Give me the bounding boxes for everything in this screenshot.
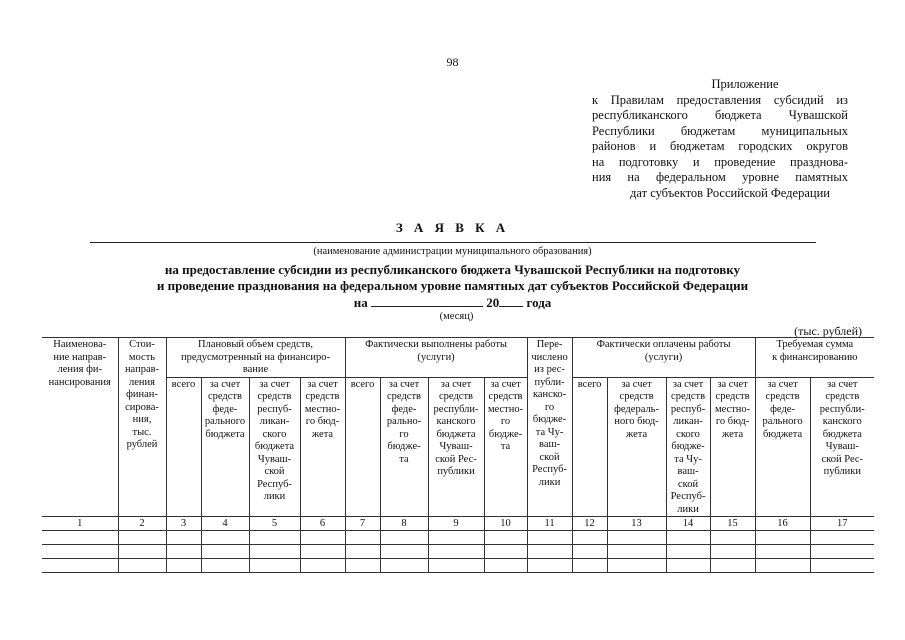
- header-republican: за счет средств республи- канского бюджета Чуваш- ской Рес- публики: [810, 377, 874, 517]
- table-cell: [42, 559, 118, 573]
- table-row: [42, 559, 874, 573]
- table-cell: [201, 531, 249, 545]
- table-cell: [118, 545, 166, 559]
- appendix-line: на подготовку и проведение празднова-: [592, 154, 848, 169]
- header-work-paid: Фактически оплачены работы (услуги): [572, 338, 755, 378]
- column-number: 4: [201, 517, 249, 531]
- table-cell: [527, 531, 572, 545]
- table-cell: [755, 545, 810, 559]
- request-table: [42, 337, 874, 573]
- period-suffix: года: [526, 295, 552, 310]
- appendix-line: районов и бюджетам городских округов: [592, 139, 848, 153]
- document-heading: З А Я В К А: [395, 220, 510, 235]
- header-republican: за счет средств республи- канского бюджета Чуваш- ской Рес- публики: [428, 377, 484, 517]
- header-direction-cost: Стои- мость направ- ления финан- сирова- ния, тыс. рублей: [118, 338, 166, 517]
- column-number: 13: [607, 517, 666, 531]
- table-cell: [428, 531, 484, 545]
- table-cell: [380, 559, 428, 573]
- subtitle-line: на предоставление субсидии из республиканского бюджета Чувашской Республики на подготовку: [164, 262, 741, 277]
- column-number: 5: [249, 517, 300, 531]
- table-cell: [572, 545, 607, 559]
- table-cell: [755, 531, 810, 545]
- table-cell: [166, 531, 201, 545]
- request-subtitle: [0, 262, 905, 294]
- table-cell: [118, 531, 166, 545]
- column-number: 7: [345, 517, 380, 531]
- column-number: 3: [166, 517, 201, 531]
- column-number: 16: [755, 517, 810, 531]
- table-cell: [345, 545, 380, 559]
- header-federal: за счет средств федераль- ного бюд- жета: [607, 377, 666, 517]
- table-cell: [484, 531, 527, 545]
- table-cell: [666, 531, 710, 545]
- column-number: 10: [484, 517, 527, 531]
- table-cell: [201, 545, 249, 559]
- table-cell: [345, 531, 380, 545]
- header-total: всего: [345, 377, 380, 517]
- column-number: 6: [300, 517, 345, 531]
- header-planned-volume: Плановый объем средств, предусмотренный на финансиро- вание: [166, 338, 345, 378]
- table-row: [42, 545, 874, 559]
- table-row: [42, 531, 874, 545]
- table-cell: [572, 531, 607, 545]
- table-cell: [710, 559, 755, 573]
- header-federal: за счет средств феде- рального бюджета: [201, 377, 249, 517]
- header-total: всего: [572, 377, 607, 517]
- table-cell: [42, 545, 118, 559]
- appendix-block: [592, 77, 848, 201]
- header-local: за счет средств местно- го бюдже- та: [484, 377, 527, 517]
- page-number: 98: [446, 55, 459, 69]
- column-number: 17: [810, 517, 874, 531]
- table-cell: [810, 559, 874, 573]
- header-local: за счет средств местно- го бюд- жета: [300, 377, 345, 517]
- subtitle-line: и проведение празднования на федеральном уровне памятных дат субъектов Российской Федерации: [156, 278, 749, 293]
- table-cell: [249, 531, 300, 545]
- header-work-performed: Фактически выполнены работы (услуги): [345, 338, 527, 378]
- column-number: 1: [42, 517, 118, 531]
- table-cell: [380, 545, 428, 559]
- table-cell: [201, 559, 249, 573]
- table-cell: [607, 545, 666, 559]
- month-caption: (месяц): [439, 311, 474, 322]
- header-federal: за счет средств феде- рального бюджета: [755, 377, 810, 517]
- header-required-sum: Требуемая сумма к финансированию: [755, 338, 874, 378]
- table-cell: [428, 545, 484, 559]
- appendix-line: Республики бюджетам муниципальных: [592, 123, 848, 138]
- table-cell: [42, 531, 118, 545]
- column-number: 8: [380, 517, 428, 531]
- appendix-line: к Правилам предоставления субсидий из: [592, 92, 848, 107]
- table-cell: [249, 559, 300, 573]
- column-number: 14: [666, 517, 710, 531]
- table-cell: [484, 545, 527, 559]
- table-cell: [666, 559, 710, 573]
- year-prefix: 20: [486, 295, 500, 310]
- header-local: за счет средств местно- го бюд- жета: [710, 377, 755, 517]
- admin-name-line: [90, 242, 816, 243]
- table-cell: [572, 559, 607, 573]
- table-cell: [300, 531, 345, 545]
- appendix-line: дат субъектов Российской Федерации: [630, 185, 830, 200]
- table-cell: [166, 545, 201, 559]
- header-transferred: Пере- числено из рес- публи- канско- го бюдже- та Чу- ваш- ской Респуб- лики: [527, 338, 572, 517]
- table-cell: [380, 531, 428, 545]
- column-number: 9: [428, 517, 484, 531]
- appendix-line: республиканского бюджета Чувашской: [592, 108, 848, 122]
- column-number: 15: [710, 517, 755, 531]
- period-line: [0, 294, 905, 311]
- table-cell: [810, 545, 874, 559]
- table-cell: [607, 531, 666, 545]
- header-republican: за счет средств респуб- ликан- ского бюджета Чуваш- ской Респуб- лики: [249, 377, 300, 517]
- column-number: 12: [572, 517, 607, 531]
- table-cell: [810, 531, 874, 545]
- appendix-title: Приложение: [711, 77, 779, 91]
- column-number: 11: [527, 517, 572, 531]
- table-cell: [710, 545, 755, 559]
- table-cell: [710, 531, 755, 545]
- header-republican: за счет средств респуб- ликан- ского бюдже- та Чу- ваш- ской Респуб- лики: [666, 377, 710, 517]
- header-total: всего: [166, 377, 201, 517]
- table-cell: [300, 545, 345, 559]
- table-cell: [666, 545, 710, 559]
- admin-name-caption: (наименование администрации муниципального образования): [313, 246, 592, 257]
- month-blank: [371, 294, 483, 307]
- table-cell: [118, 559, 166, 573]
- table-cell: [755, 559, 810, 573]
- header-federal: за счет средств феде- рально- го бюдже- та: [380, 377, 428, 517]
- column-number: 2: [118, 517, 166, 531]
- table-cell: [300, 559, 345, 573]
- table-cell: [249, 545, 300, 559]
- table-cell: [607, 559, 666, 573]
- table-cell: [527, 559, 572, 573]
- header-direction-name: Наименова- ние направ- ления фи- нансирования: [42, 338, 118, 517]
- appendix-line: ния на федеральном уровне памятных: [592, 170, 848, 184]
- table-cell: [527, 545, 572, 559]
- table-cell: [484, 559, 527, 573]
- table-cell: [166, 559, 201, 573]
- table-cell: [428, 559, 484, 573]
- year-blank: [499, 294, 523, 307]
- units-label: (тыс. рублей): [794, 324, 862, 338]
- period-prefix: на: [353, 295, 368, 310]
- table-cell: [345, 559, 380, 573]
